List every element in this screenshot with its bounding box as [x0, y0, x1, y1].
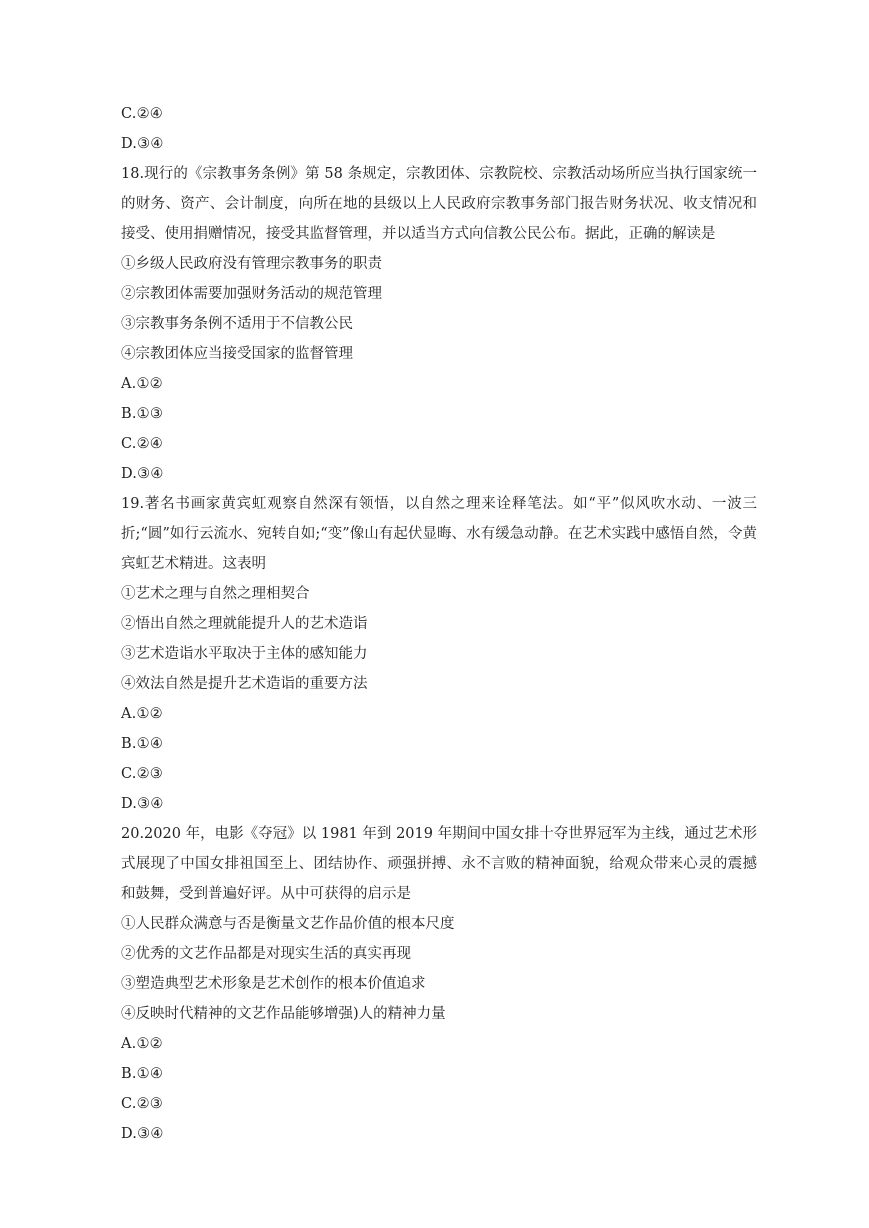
option-c: C.②③ — [121, 766, 163, 782]
statement-1: ①人民群众满意与否是衡量文艺作品价值的根本尺度 — [121, 916, 455, 932]
option-d: D.③④ — [121, 1126, 164, 1142]
option-b: B.①③ — [121, 406, 164, 422]
option-d: D.③④ — [121, 796, 164, 812]
option-c: C.②④ — [121, 106, 163, 122]
question-stem: 20.2020 年，电影《夺冠》以 1981 年到 2019 年期间中国女排十夺世界冠军为主线，通过艺术形式展现了中国女排祖国至上、团结协作、顽强拼搏、永不言败的精神面貌，给观众带来心灵的震撼和鼓舞，受到普遍好评。从中可获得的启示是 — [121, 826, 757, 902]
statement-4: ④效法自然是提升艺术造诣的重要方法 — [121, 676, 368, 692]
option-d: D.③④ — [121, 136, 164, 152]
previous-question-options — [121, 99, 757, 159]
option-a: A.①② — [121, 376, 163, 392]
question-18 — [121, 159, 757, 489]
statement-3: ③塑造典型艺术形象是艺术创作的根本价值追求 — [121, 976, 426, 992]
question-20 — [121, 819, 757, 1149]
question-19 — [121, 489, 757, 819]
statement-2: ②优秀的文艺作品都是对现实生活的真实再现 — [121, 946, 411, 962]
statement-4: ④宗教团体应当接受国家的监督管理 — [121, 346, 353, 362]
statement-1: ①艺术之理与自然之理相契合 — [121, 586, 310, 602]
statement-2: ②宗教团体需要加强财务活动的规范管理 — [121, 286, 382, 302]
question-stem: 19.著名书画家黄宾虹观察自然深有领悟，以自然之理来诠释笔法。如“平”似风吹水动、一波三折;“圆”如行云流水、宛转自如;“变”像山有起伏显晦、水有缓急动静。在艺术实践中感悟自然，令黄宾虹艺术精进。这表明 — [121, 496, 757, 572]
option-b: B.①④ — [121, 1066, 164, 1082]
question-stem: 18.现行的《宗教事务条例》第 58 条规定，宗教团体、宗教院校、宗教活动场所应当执行国家统一的财务、资产、会计制度，向所在地的县级以上人民政府宗教事务部门报告财务状况、收支情况和接受、使用捐赠情况，接受其监督管理，并以适当方式向信教公民公布。据此，正确的解读是 — [121, 166, 757, 242]
statement-1: ①乡级人民政府没有管理宗教事务的职责 — [121, 256, 382, 272]
statement-3: ③艺术造诣水平取决于主体的感知能力 — [121, 646, 368, 662]
statement-3: ③宗教事务条例不适用于不信教公民 — [121, 316, 353, 332]
statement-2: ②悟出自然之理就能提升人的艺术造诣 — [121, 616, 368, 632]
option-c: C.②③ — [121, 1096, 163, 1112]
option-d: D.③④ — [121, 466, 164, 482]
statement-4: ④反映时代精神的文艺作品能够增强)人的精神力量 — [121, 1006, 446, 1022]
option-c: C.②④ — [121, 436, 163, 452]
option-b: B.①④ — [121, 736, 164, 752]
option-a: A.①② — [121, 706, 163, 722]
option-a: A.①② — [121, 1036, 163, 1052]
